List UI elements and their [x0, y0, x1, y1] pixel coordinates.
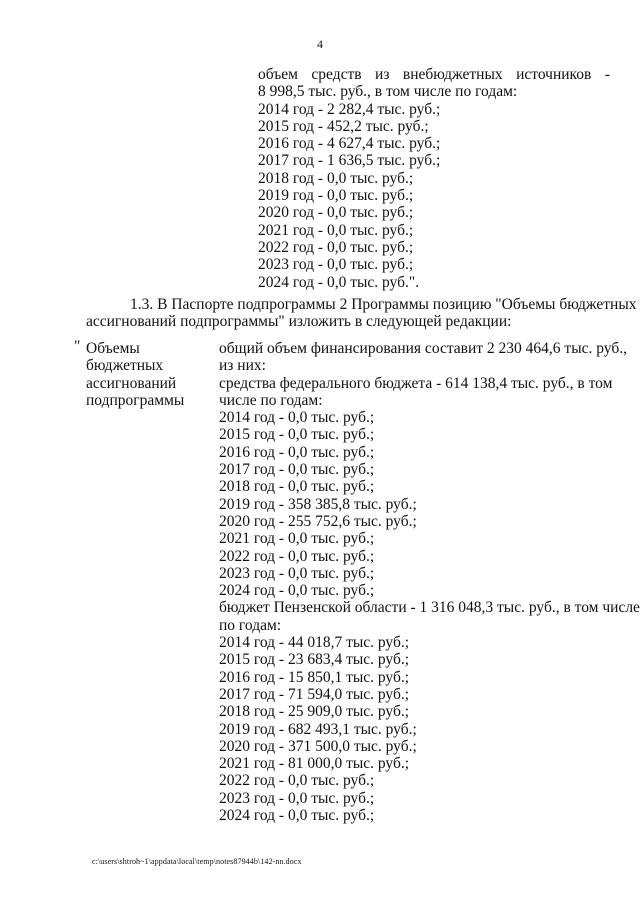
text-line: 2014 год - 2 282,4 тыс. руб.;	[258, 100, 441, 118]
page-number: 4	[317, 37, 323, 51]
content-line: 2018 год - 25 909,0 тыс. руб.;	[219, 703, 410, 721]
content-line: 2020 год - 255 752,6 тыс. руб.;	[219, 512, 417, 530]
content-line: 2014 год - 0,0 тыс. руб.;	[219, 409, 375, 427]
content-line: 2021 год - 0,0 тыс. руб.;	[219, 530, 375, 548]
opening-quote: "	[74, 338, 81, 355]
content-line: 2016 год - 15 850,1 тыс. руб.;	[219, 668, 410, 686]
content-line: из них:	[219, 357, 266, 375]
content-line: 2019 год - 358 385,8 тыс. руб.;	[219, 495, 417, 513]
content-line: 2015 год - 0,0 тыс. руб.;	[219, 426, 375, 444]
content-line: числе по годам:	[219, 391, 323, 409]
content-line: 2021 год - 81 000,0 тыс. руб.;	[219, 755, 410, 773]
label-line: подпрограммы	[86, 391, 185, 409]
content-line: 2023 год - 0,0 тыс. руб.;	[219, 564, 375, 582]
content-line: 2016 год - 0,0 тыс. руб.;	[219, 443, 375, 461]
text-line: 2020 год - 0,0 тыс. руб.;	[258, 204, 414, 222]
content-line: 2017 год - 0,0 тыс. руб.;	[219, 461, 375, 479]
content-line: 2020 год - 371 500,0 тыс. руб.;	[219, 737, 417, 755]
content-line: 2014 год - 44 018,7 тыс. руб.;	[219, 634, 410, 652]
content-line: 2018 год - 0,0 тыс. руб.;	[219, 478, 375, 496]
amendment-paragraph	[86, 296, 637, 331]
file-path-footer: c:\users\shtroh~1\appdata\local\temp\notes87944b\142-nn.docx	[92, 857, 302, 866]
position-label	[86, 340, 206, 409]
text-line: 8 998,5 тыс. руб., в том числе по годам:	[258, 83, 518, 101]
content-line: по годам:	[219, 616, 282, 634]
text-line: 2019 год - 0,0 тыс. руб.;	[258, 187, 414, 205]
text-line: объем средств из внебюджетных источников -	[258, 66, 610, 83]
content-line: 2024 год - 0,0 тыс. руб.;	[219, 582, 375, 600]
funding-block-extrabudgetary	[258, 66, 610, 291]
label-line: бюджетных	[86, 357, 164, 375]
position-content	[219, 340, 640, 825]
content-line: средства федерального бюджета - 614 138,4 тыс. руб., в том	[219, 374, 613, 392]
label-line: Объемы	[86, 340, 140, 357]
content-line: 2022 год - 0,0 тыс. руб.;	[219, 772, 375, 790]
text-line: 2023 год - 0,0 тыс. руб.;	[258, 256, 414, 274]
paragraph-line: 1.3. В Паспорте подпрограммы 2 Программы позицию "Объемы бюджетных	[130, 296, 637, 313]
content-line: 2022 год - 0,0 тыс. руб.;	[219, 547, 375, 565]
content-line: бюджет Пензенской области - 1 316 048,3 тыс. руб., в том числе	[219, 599, 640, 617]
content-line: 2024 год - 0,0 тыс. руб.;	[219, 807, 375, 825]
paragraph-line: ассигнований подпрограммы" изложить в следующей редакции:	[86, 313, 512, 331]
text-line: 2015 год - 452,2 тыс. руб.;	[258, 117, 429, 135]
content-line: 2015 год - 23 683,4 тыс. руб.;	[219, 651, 410, 669]
text-line: 2022 год - 0,0 тыс. руб.;	[258, 238, 414, 256]
content-line: общий объем финансирования составит 2 230 464,6 тыс. руб.,	[219, 340, 627, 357]
text-line: 2021 год - 0,0 тыс. руб.;	[258, 221, 414, 239]
content-line: 2023 год - 0,0 тыс. руб.;	[219, 789, 375, 807]
content-line: 2017 год - 71 594,0 тыс. руб.;	[219, 685, 410, 703]
label-line: ассигнований	[86, 374, 177, 392]
content-line: 2019 год - 682 493,1 тыс. руб.;	[219, 720, 417, 738]
text-line: 2024 год - 0,0 тыс. руб.".	[258, 273, 420, 291]
text-line: 2017 год - 1 636,5 тыс. руб.;	[258, 152, 441, 170]
text-line: 2018 год - 0,0 тыс. руб.;	[258, 169, 414, 187]
text-line: 2016 год - 4 627,4 тыс. руб.;	[258, 135, 441, 153]
